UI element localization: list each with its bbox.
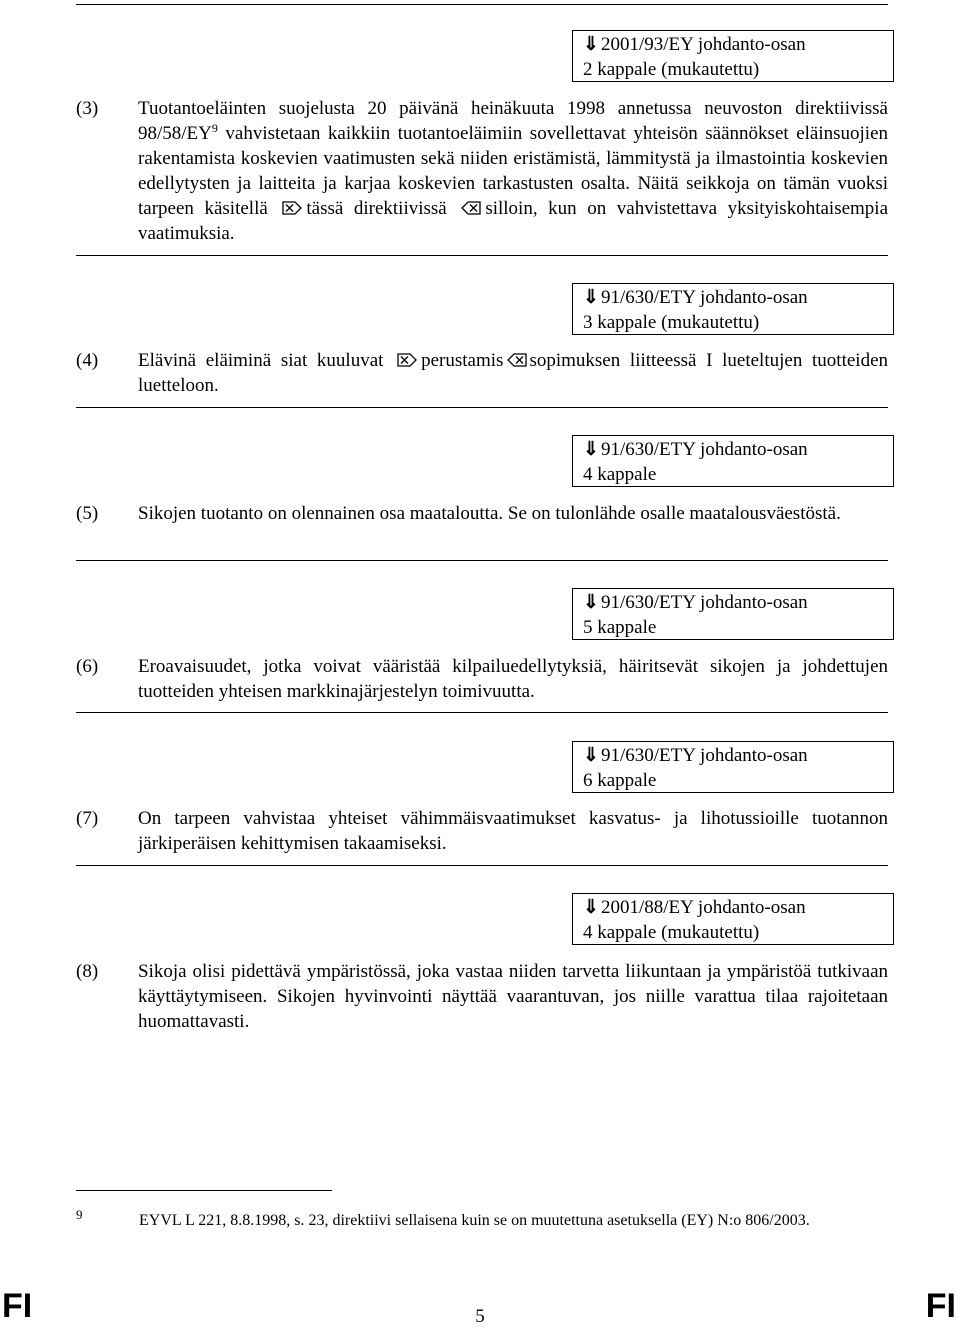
source-reference-box <box>572 30 894 82</box>
footnote-text: EYVL L 221, 8.8.1998, s. 23, direktiivi sellaisena kuin se on muutettuna asetuksella (EY) N:o 806/2003. <box>139 1212 810 1229</box>
recital-paragraph <box>76 959 888 1034</box>
inserted-text: perustamis <box>421 350 504 371</box>
section-divider <box>76 712 888 713</box>
source-reference-line1: 91/630/ETY johdanto-osan <box>601 745 808 766</box>
recital-paragraph <box>76 96 888 246</box>
insertion-end-icon <box>461 201 481 215</box>
recital-text: On tarpeen vahvistaa yhteiset vähimmäisvaatimukset kasvatus- ja lihotussioille tuotannon järkiperäisen kehittymisen takaamiseksi. <box>138 808 888 854</box>
recital-number: (3) <box>76 98 99 119</box>
source-reference-line1: 2001/88/EY johdanto-osan <box>601 897 806 918</box>
source-reference-line1: 91/630/ETY johdanto-osan <box>601 287 808 308</box>
source-reference-line2: 4 kappale (mukautettu) <box>583 922 760 943</box>
recital-text: Tuotantoeläinten suojelusta 20 päivänä heinäkuuta 1998 annetussa neuvoston direktiivissä 98/58/EY <box>138 98 888 144</box>
section-divider <box>76 560 888 561</box>
recital-text: Sikoja olisi pidettävä ympäristössä, joka vastaa niiden tarvetta liikuntaan ja ympäristöä tutkivaan käyttäytymiseen. Sikojen hyvinvointi näyttää vaarantuvan, jos niille varattua tilaa rajoitetaan huomattavasti. <box>138 961 888 1032</box>
footer-language-right: FI <box>925 1287 956 1325</box>
source-reference-line1: 91/630/ETY johdanto-osan <box>601 439 808 460</box>
recital-text: Eroavaisuudet, jotka voivat vääristää kilpailuedellytyksiä, häiritsevät sikojen ja johdettujen tuotteiden yhteisen markkinajärjestelyn toimivuutta. <box>138 656 888 702</box>
insertion-end-icon <box>507 353 527 367</box>
inserted-text: tässä direktiivissä <box>306 198 447 219</box>
recital-paragraph <box>76 501 888 526</box>
recital-number: (6) <box>76 656 99 677</box>
recital-paragraph <box>76 654 888 704</box>
source-reference-line2: 6 kappale <box>583 770 657 791</box>
down-arrow-icon: ⇓ <box>583 439 599 460</box>
source-reference-box <box>572 435 894 487</box>
source-reference-box <box>572 283 894 335</box>
recital-text: Sikojen tuotanto on olennainen osa maataloutta. Se on tulonlähde osalle maatalousväestöstä. <box>138 503 841 524</box>
source-reference-line1: 2001/93/EY johdanto-osan <box>601 34 806 55</box>
recital-paragraph <box>76 348 888 398</box>
footnote <box>76 1207 888 1232</box>
recital-number: (5) <box>76 503 99 524</box>
insertion-start-icon <box>282 201 302 215</box>
section-divider <box>76 255 888 256</box>
source-reference-box <box>572 741 894 793</box>
source-reference-line1: 91/630/ETY johdanto-osan <box>601 592 808 613</box>
section-divider <box>76 865 888 866</box>
source-reference-line2: 5 kappale <box>583 617 657 638</box>
insertion-start-icon <box>397 353 417 367</box>
recital-number: (7) <box>76 808 99 829</box>
down-arrow-icon: ⇓ <box>583 287 599 308</box>
page-number: 5 <box>475 1306 485 1327</box>
down-arrow-icon: ⇓ <box>583 34 599 55</box>
down-arrow-icon: ⇓ <box>583 745 599 766</box>
source-reference-line2: 2 kappale (mukautettu) <box>583 59 760 80</box>
down-arrow-icon: ⇓ <box>583 897 599 918</box>
recital-number: (4) <box>76 350 99 371</box>
recital-text: vahvistetaan kaikkiin tuotantoeläimiin sovellettavat yhteisön säännökset eläinsuojien rakentamista koskevien vaatimusten sekä niiden eristämistä, lämmitystä ja ilmastointia koskevien edellytysten ja laitteita ja karjaa koskevien tarkastusten osalta. Näitä seikkoja on tämän vuoksi tarpeen käsitellä <box>138 123 888 219</box>
footer-language-left: FI <box>2 1287 33 1325</box>
footnote-reference: 9 <box>211 121 218 135</box>
top-rule <box>76 4 888 5</box>
recital-text: Elävinä eläiminä siat kuuluvat <box>138 350 384 371</box>
recital-text: silloin, kun on vahvistettava yksityiskohtaisempia vaatimuksia. <box>138 198 889 244</box>
recital-paragraph <box>76 806 888 856</box>
footnote-separator <box>76 1190 332 1191</box>
footnote-number: 9 <box>76 1207 83 1222</box>
source-reference-line2: 3 kappale (mukautettu) <box>583 312 760 333</box>
source-reference-box <box>572 893 894 945</box>
recital-number: (8) <box>76 961 99 982</box>
source-reference-box <box>572 588 894 640</box>
recital-text: sopimuksen liitteessä I lueteltujen tuotteiden luetteloon. <box>138 350 889 396</box>
section-divider <box>76 407 888 408</box>
source-reference-line2: 4 kappale <box>583 464 657 485</box>
down-arrow-icon: ⇓ <box>583 592 599 613</box>
